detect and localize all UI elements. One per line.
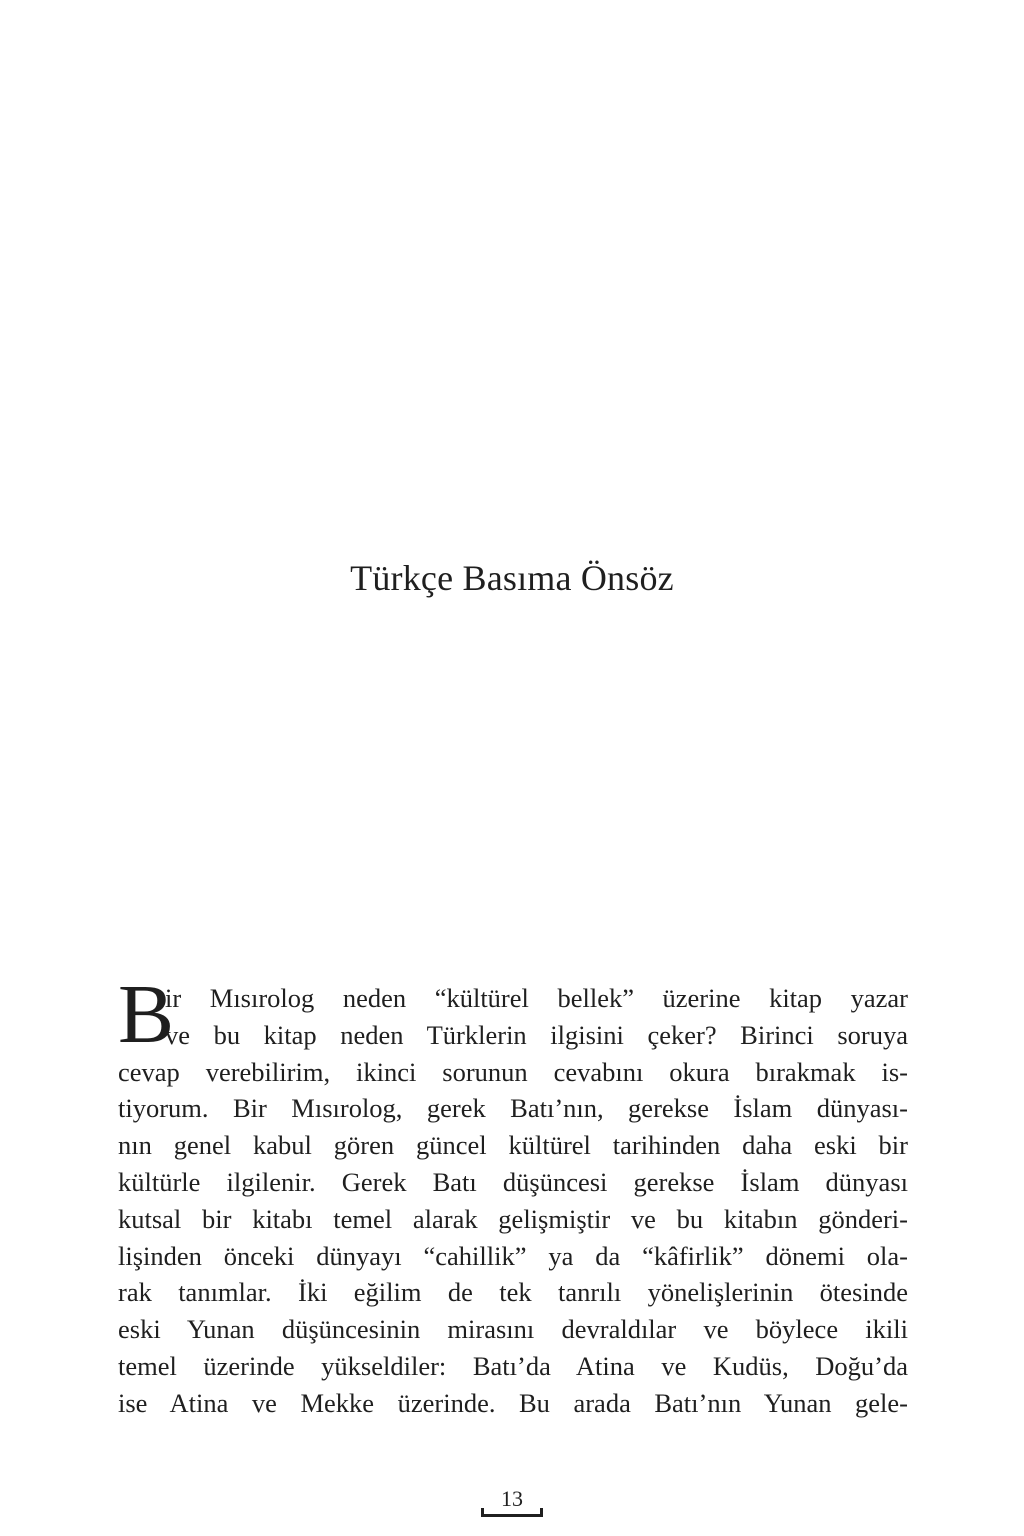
text-line: lişinden önceki dünyayı “cahillik” ya da “kâfirlik” dönemi ola- xyxy=(118,1240,908,1271)
text-line: tiyorum. Bir Mısırolog, gerek Batı’nın, gerekse İslam dünyası- xyxy=(118,1093,908,1124)
text-line: kutsal bir kitabı temel alarak gelişmiştir ve bu kitabın gönderi- xyxy=(118,1203,908,1234)
text-line: ise Atina ve Mekke üzerinde. Bu arada Batı’nın Yunan gele- xyxy=(118,1387,908,1418)
text-line: cevap verebilirim, ikinci sorunun cevabını okura bırakmak is- xyxy=(118,1056,908,1087)
page-number: 13 xyxy=(501,1486,523,1511)
page-number-rule xyxy=(481,1514,543,1517)
text-line: kültürle ilgilenir. Gerek Batı düşüncesi gerekse İslam dünyası xyxy=(118,1166,908,1197)
text-line: temel üzerinde yükseldiler: Batı’da Atina ve Kudüs, Doğu’da xyxy=(118,1350,908,1381)
body-paragraph xyxy=(118,968,908,1422)
text-line: rak tanımlar. İki eğilim de tek tanrılı yönelişlerinin ötesinde xyxy=(118,1277,908,1308)
text-line: ve bu kitap neden Türklerin ilgisini çeker? Birinci soruya xyxy=(165,1019,908,1050)
drop-cap: B xyxy=(118,968,175,1061)
text-line: eski Yunan düşüncesinin mirasını devraldılar ve böylece ikili xyxy=(118,1314,908,1345)
chapter-title: Türkçe Basıma Önsöz xyxy=(350,558,674,598)
text-line: ir Mısırolog neden “kültürel bellek” üzerine kitap yazar xyxy=(165,983,908,1013)
text-line: nın genel kabul gören güncel kültürel tarihinden daha eski bir xyxy=(118,1130,908,1161)
